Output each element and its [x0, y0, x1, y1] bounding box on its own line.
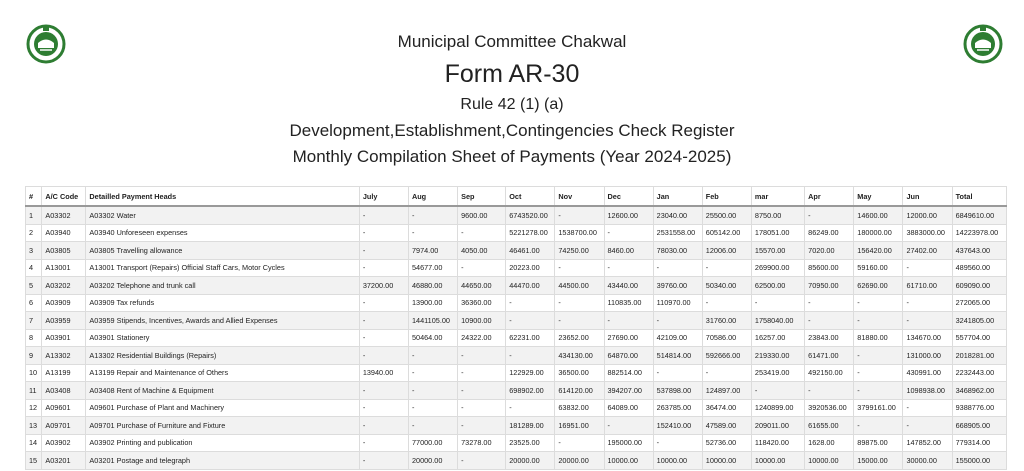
table-cell: - [702, 364, 751, 382]
table-row [26, 452, 1007, 470]
table-cell: - [359, 382, 408, 400]
table-cell: 434130.00 [555, 347, 604, 365]
table-cell: - [408, 417, 457, 435]
table-cell: A03302 [42, 206, 86, 224]
table-cell: 77000.00 [408, 434, 457, 452]
table-cell: 52736.00 [702, 434, 751, 452]
table-cell: 59160.00 [854, 259, 903, 277]
table-cell: - [805, 206, 854, 224]
table-cell: - [458, 347, 506, 365]
table-cell: 118420.00 [751, 434, 804, 452]
table-cell: 668905.00 [952, 417, 1006, 435]
table-cell: 557704.00 [952, 329, 1006, 347]
table-cell: 3799161.00 [854, 399, 903, 417]
table-cell: 14223978.00 [952, 224, 1006, 242]
table-cell: 10000.00 [702, 452, 751, 470]
table-header-row [26, 187, 1007, 207]
table-cell: A13302 Residential Buildings (Repairs) [86, 347, 359, 365]
table-cell: A13199 Repair and Maintenance of Others [86, 364, 359, 382]
table-cell: 61471.00 [805, 347, 854, 365]
table-cell: 13900.00 [408, 294, 457, 312]
table-cell: 10000.00 [604, 452, 653, 470]
table-cell: 44500.00 [555, 277, 604, 295]
column-header: Jun [903, 187, 952, 207]
table-cell: 11 [26, 382, 42, 400]
table-cell: 46880.00 [408, 277, 457, 295]
table-cell: 36360.00 [458, 294, 506, 312]
table-cell: - [604, 259, 653, 277]
table-cell: A03959 Stipends, Incentives, Awards and Allied Expenses [86, 312, 359, 330]
table-cell: 23843.00 [805, 329, 854, 347]
table-cell: 514814.00 [653, 347, 702, 365]
table-cell: 50464.00 [408, 329, 457, 347]
table-row [26, 364, 1007, 382]
table-cell: 63832.00 [555, 399, 604, 417]
table-cell: - [408, 399, 457, 417]
table-row [26, 434, 1007, 452]
table-cell: - [903, 294, 952, 312]
table-cell: 209011.00 [751, 417, 804, 435]
table-cell: 13 [26, 417, 42, 435]
table-row [26, 259, 1007, 277]
table-cell: 269900.00 [751, 259, 804, 277]
table-cell: - [458, 399, 506, 417]
table-row [26, 294, 1007, 312]
table-row [26, 312, 1007, 330]
table-cell: 6 [26, 294, 42, 312]
table-cell: A03901 [42, 329, 86, 347]
table-cell: 8 [26, 329, 42, 347]
table-cell: 430991.00 [903, 364, 952, 382]
column-header: Dec [604, 187, 653, 207]
table-cell: 20000.00 [506, 452, 555, 470]
table-cell: - [506, 312, 555, 330]
table-cell: 609090.00 [952, 277, 1006, 295]
table-cell: 2018281.00 [952, 347, 1006, 365]
organization-title: Municipal Committee Chakwal [397, 32, 627, 51]
table-cell: A03201 [42, 452, 86, 470]
table-cell: 85600.00 [805, 259, 854, 277]
form-title: Form AR-30 [444, 60, 580, 88]
column-header: Sep [458, 187, 506, 207]
table-cell: A03909 [42, 294, 86, 312]
table-cell: A03909 Tax refunds [86, 294, 359, 312]
table-cell: 605142.00 [702, 224, 751, 242]
table-row [26, 347, 1007, 365]
table-cell: 25500.00 [702, 206, 751, 224]
table-cell: 9600.00 [458, 206, 506, 224]
table-row [26, 277, 1007, 295]
table-cell: 5221278.00 [506, 224, 555, 242]
table-cell: 24322.00 [458, 329, 506, 347]
table-cell: 698902.00 [506, 382, 555, 400]
table-cell: 36500.00 [555, 364, 604, 382]
table-cell: 86249.00 [805, 224, 854, 242]
table-cell: - [555, 434, 604, 452]
table-cell: - [359, 417, 408, 435]
table-cell: 31760.00 [702, 312, 751, 330]
table-row [26, 242, 1007, 260]
table-cell: A03940 Unforeseen expenses [86, 224, 359, 242]
table-cell: A03805 [42, 242, 86, 260]
column-header: Apr [805, 187, 854, 207]
table-cell: 3 [26, 242, 42, 260]
table-cell: 253419.00 [751, 364, 804, 382]
column-header: Aug [408, 187, 457, 207]
table-cell: - [359, 329, 408, 347]
table-cell: - [805, 382, 854, 400]
table-cell: - [359, 206, 408, 224]
table-cell: 272065.00 [952, 294, 1006, 312]
table-cell: 492150.00 [805, 364, 854, 382]
table-cell: 27402.00 [903, 242, 952, 260]
table-cell: 15570.00 [751, 242, 804, 260]
table-cell: 39760.00 [653, 277, 702, 295]
table-cell: - [506, 347, 555, 365]
table-row [26, 417, 1007, 435]
table-cell: 12006.00 [702, 242, 751, 260]
table-cell: A03202 [42, 277, 86, 295]
table-cell: - [458, 382, 506, 400]
table-cell: 64870.00 [604, 347, 653, 365]
table-cell: A03408 Rent of Machine & Equipment [86, 382, 359, 400]
table-cell: - [805, 294, 854, 312]
table-cell: - [854, 417, 903, 435]
table-cell: 437643.00 [952, 242, 1006, 260]
table-cell: - [359, 259, 408, 277]
table-cell: A13001 [42, 259, 86, 277]
table-cell: 147852.00 [903, 434, 952, 452]
table-cell: 23525.00 [506, 434, 555, 452]
table-cell: 2531558.00 [653, 224, 702, 242]
table-cell: - [653, 434, 702, 452]
table-cell: 1098938.00 [903, 382, 952, 400]
table-cell: 1758040.00 [751, 312, 804, 330]
table-cell: 537898.00 [653, 382, 702, 400]
table-cell: 180000.00 [854, 224, 903, 242]
table-cell: A03202 Telephone and trunk call [86, 277, 359, 295]
table-cell: 155000.00 [952, 452, 1006, 470]
table-cell: 62500.00 [751, 277, 804, 295]
table-cell: 6743520.00 [506, 206, 555, 224]
table-cell: - [458, 364, 506, 382]
table-cell: - [702, 294, 751, 312]
table-cell: - [604, 417, 653, 435]
table-cell: A13001 Transport (Repairs) Official Staff Cars, Motor Cycles [86, 259, 359, 277]
table-cell: - [359, 224, 408, 242]
table-cell: - [359, 452, 408, 470]
table-cell: - [555, 259, 604, 277]
table-cell: 394207.00 [604, 382, 653, 400]
table-cell: 20223.00 [506, 259, 555, 277]
table-cell: 78030.00 [653, 242, 702, 260]
table-cell: - [854, 294, 903, 312]
table-cell: 263785.00 [653, 399, 702, 417]
register-title: Development,Establishment,Contingencies Check Register [289, 121, 735, 140]
table-cell: 10000.00 [805, 452, 854, 470]
table-cell: - [359, 434, 408, 452]
table-cell: 15000.00 [854, 452, 903, 470]
table-cell: 110835.00 [604, 294, 653, 312]
table-cell: - [408, 206, 457, 224]
table-cell: 44650.00 [458, 277, 506, 295]
table-cell: 592666.00 [702, 347, 751, 365]
table-cell: 614120.00 [555, 382, 604, 400]
table-cell: 195000.00 [604, 434, 653, 452]
table-cell: 4050.00 [458, 242, 506, 260]
rule-reference: Rule 42 (1) (a) [460, 96, 564, 113]
column-header: Oct [506, 187, 555, 207]
table-row [26, 224, 1007, 242]
table-cell: 14600.00 [854, 206, 903, 224]
table-cell: - [359, 399, 408, 417]
table-cell: 1628.00 [805, 434, 854, 452]
table-cell: 7 [26, 312, 42, 330]
table-cell: 10 [26, 364, 42, 382]
table-cell: A03940 [42, 224, 86, 242]
table-cell: 6849610.00 [952, 206, 1006, 224]
table-cell: - [555, 206, 604, 224]
table-cell: A09701 Purchase of Furniture and Fixture [86, 417, 359, 435]
table-cell: 152410.00 [653, 417, 702, 435]
column-header: Total [952, 187, 1006, 207]
table-cell: 7974.00 [408, 242, 457, 260]
table-cell: 8460.00 [604, 242, 653, 260]
table-cell: 12 [26, 399, 42, 417]
table-cell: 23652.00 [555, 329, 604, 347]
table-cell: 27690.00 [604, 329, 653, 347]
table-cell: A03201 Postage and telegraph [86, 452, 359, 470]
table-cell: 70586.00 [702, 329, 751, 347]
table-cell: 20000.00 [408, 452, 457, 470]
table-row [26, 399, 1007, 417]
table-cell: A09601 [42, 399, 86, 417]
column-header: May [854, 187, 903, 207]
table-cell: 9388776.00 [952, 399, 1006, 417]
payments-table-container [25, 186, 1007, 470]
table-body [26, 206, 1007, 469]
table-cell: - [359, 242, 408, 260]
column-header: Feb [702, 187, 751, 207]
table-cell: 12600.00 [604, 206, 653, 224]
table-cell: - [506, 399, 555, 417]
table-cell: A03805 Travelling allowance [86, 242, 359, 260]
table-cell: 13940.00 [359, 364, 408, 382]
table-cell: - [805, 312, 854, 330]
table-cell: 156420.00 [854, 242, 903, 260]
table-cell: - [458, 417, 506, 435]
table-cell: - [903, 312, 952, 330]
table-cell: A03902 [42, 434, 86, 452]
table-cell: 15 [26, 452, 42, 470]
table-cell: - [408, 347, 457, 365]
table-cell: 7020.00 [805, 242, 854, 260]
table-row [26, 382, 1007, 400]
table-row [26, 329, 1007, 347]
table-cell: A09601 Purchase of Plant and Machinery [86, 399, 359, 417]
table-cell: 62690.00 [854, 277, 903, 295]
table-cell: - [903, 259, 952, 277]
table-cell: - [458, 452, 506, 470]
table-cell: 20000.00 [555, 452, 604, 470]
table-cell: 74250.00 [555, 242, 604, 260]
table-cell: 10000.00 [751, 452, 804, 470]
table-cell: 2232443.00 [952, 364, 1006, 382]
table-cell: 42109.00 [653, 329, 702, 347]
table-cell: - [408, 224, 457, 242]
table-cell: A13302 [42, 347, 86, 365]
table-cell: 54677.00 [408, 259, 457, 277]
table-cell: A09701 [42, 417, 86, 435]
table-cell: 181289.00 [506, 417, 555, 435]
column-header: Nov [555, 187, 604, 207]
table-cell: 61655.00 [805, 417, 854, 435]
table-cell: 50340.00 [702, 277, 751, 295]
table-cell: 36474.00 [702, 399, 751, 417]
table-cell: - [702, 259, 751, 277]
table-cell: 62231.00 [506, 329, 555, 347]
table-cell: - [854, 382, 903, 400]
table-cell: 2 [26, 224, 42, 242]
table-cell: 3883000.00 [903, 224, 952, 242]
table-cell: 110970.00 [653, 294, 702, 312]
table-cell: - [604, 312, 653, 330]
column-header: A/C Code [42, 187, 86, 207]
table-cell: A13199 [42, 364, 86, 382]
table-cell: 1240899.00 [751, 399, 804, 417]
table-cell: 5 [26, 277, 42, 295]
table-cell: 89875.00 [854, 434, 903, 452]
table-cell: 37200.00 [359, 277, 408, 295]
table-cell: 16951.00 [555, 417, 604, 435]
table-cell: A03408 [42, 382, 86, 400]
table-cell: 122929.00 [506, 364, 555, 382]
table-cell: - [751, 294, 804, 312]
table-cell: 47589.00 [702, 417, 751, 435]
table-cell: - [408, 382, 457, 400]
column-header: Jan [653, 187, 702, 207]
table-cell: - [604, 224, 653, 242]
table-cell: 134670.00 [903, 329, 952, 347]
table-cell: 3468962.00 [952, 382, 1006, 400]
table-cell: 8750.00 [751, 206, 804, 224]
table-cell: 882514.00 [604, 364, 653, 382]
table-row [26, 206, 1007, 224]
table-cell: 1441105.00 [408, 312, 457, 330]
payments-table [25, 186, 1007, 470]
table-cell: 46461.00 [506, 242, 555, 260]
table-cell: 10900.00 [458, 312, 506, 330]
table-cell: - [408, 364, 457, 382]
table-cell: - [506, 294, 555, 312]
table-cell: 12000.00 [903, 206, 952, 224]
table-cell: 14 [26, 434, 42, 452]
table-cell: 1538700.00 [555, 224, 604, 242]
table-cell: A03959 [42, 312, 86, 330]
table-cell: - [653, 312, 702, 330]
table-cell: - [751, 382, 804, 400]
table-cell: - [555, 312, 604, 330]
column-header: # [26, 187, 42, 207]
table-cell: 61710.00 [903, 277, 952, 295]
table-cell: - [854, 347, 903, 365]
table-cell: - [458, 259, 506, 277]
table-cell: - [903, 399, 952, 417]
table-cell: 73278.00 [458, 434, 506, 452]
table-cell: - [359, 294, 408, 312]
table-cell: 70950.00 [805, 277, 854, 295]
table-cell: - [854, 312, 903, 330]
table-cell: 124897.00 [702, 382, 751, 400]
table-cell: 81880.00 [854, 329, 903, 347]
table-cell: - [458, 224, 506, 242]
table-cell: A03302 Water [86, 206, 359, 224]
table-cell: - [359, 312, 408, 330]
table-cell: 9 [26, 347, 42, 365]
table-cell: - [359, 347, 408, 365]
table-cell: 64089.00 [604, 399, 653, 417]
table-cell: - [555, 294, 604, 312]
table-cell: 131000.00 [903, 347, 952, 365]
table-cell: 178051.00 [751, 224, 804, 242]
table-cell: - [653, 364, 702, 382]
table-cell: A03901 Stationery [86, 329, 359, 347]
table-cell: 3241805.00 [952, 312, 1006, 330]
table-cell: 4 [26, 259, 42, 277]
table-cell: A03902 Printing and publication [86, 434, 359, 452]
table-cell: 30000.00 [903, 452, 952, 470]
table-cell: 23040.00 [653, 206, 702, 224]
table-cell: 10000.00 [653, 452, 702, 470]
column-header: mar [751, 187, 804, 207]
table-cell: 44470.00 [506, 277, 555, 295]
table-cell: 16257.00 [751, 329, 804, 347]
sheet-title: Monthly Compilation Sheet of Payments (Year 2024-2025) [292, 147, 732, 166]
table-cell: 43440.00 [604, 277, 653, 295]
column-header: Detailled Payment Heads [86, 187, 359, 207]
table-cell: - [653, 259, 702, 277]
table-cell: 1 [26, 206, 42, 224]
column-header: July [359, 187, 408, 207]
table-cell: 3920536.00 [805, 399, 854, 417]
table-cell: - [854, 364, 903, 382]
table-cell: 219330.00 [751, 347, 804, 365]
table-cell: 779314.00 [952, 434, 1006, 452]
table-cell: 489560.00 [952, 259, 1006, 277]
table-cell: - [903, 417, 952, 435]
